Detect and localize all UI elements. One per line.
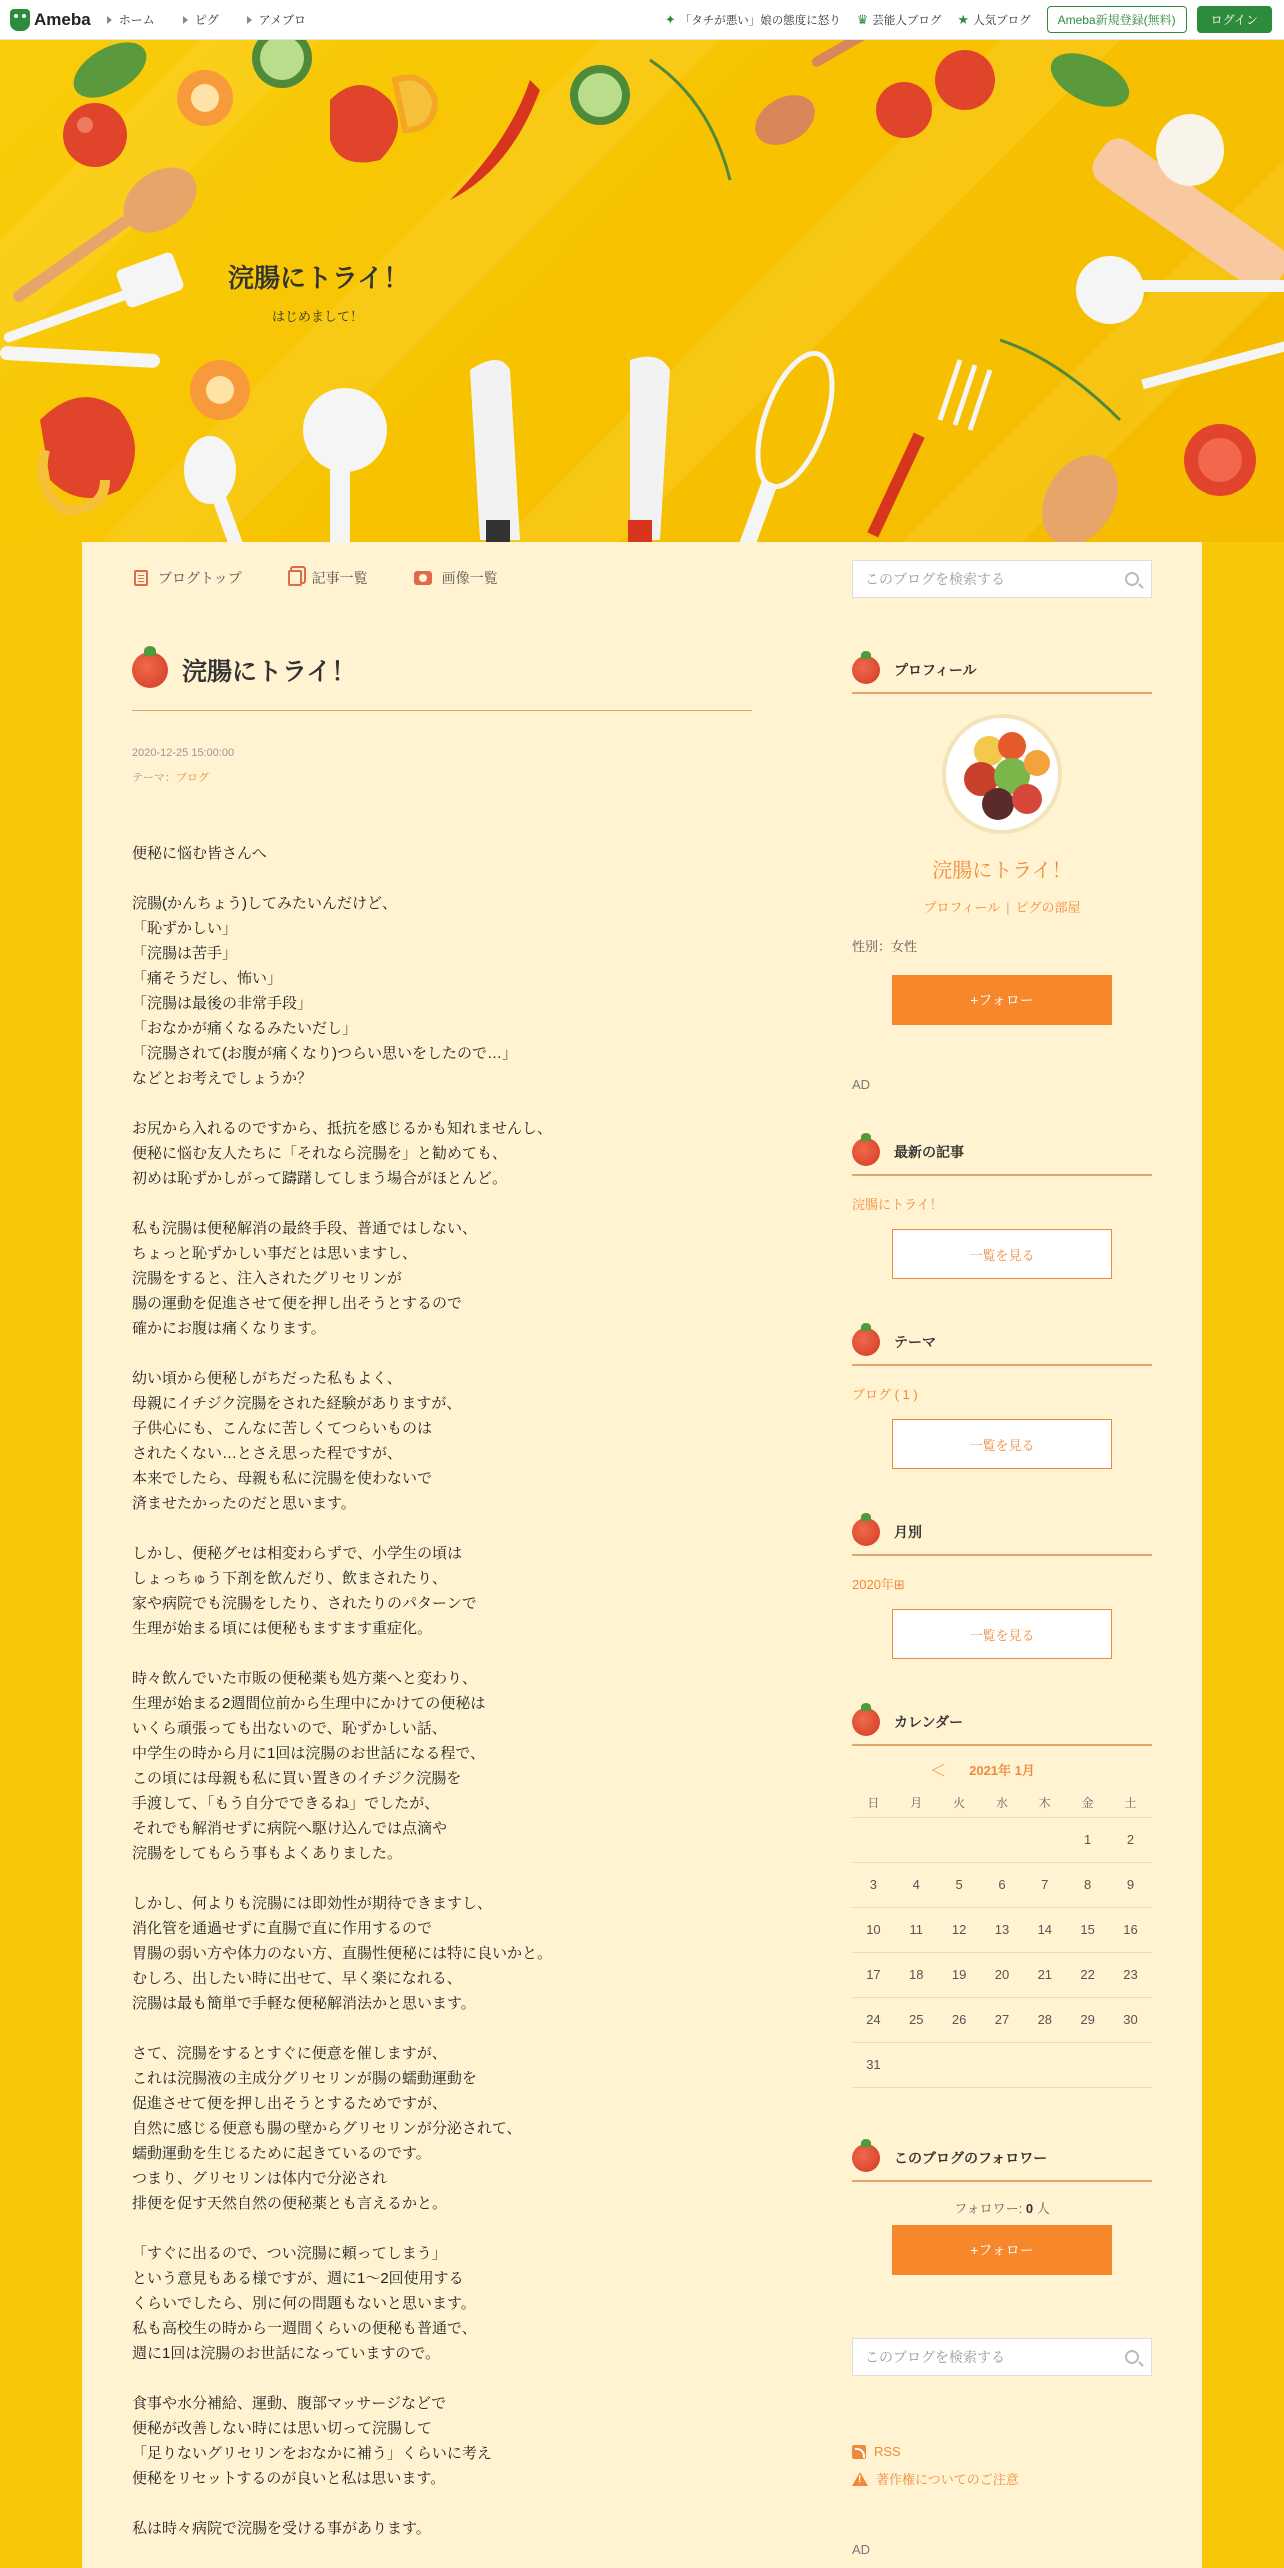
- followers-widget: [852, 2144, 1152, 2275]
- tomato-icon: [852, 1138, 880, 1166]
- section-heading: テーマ: [852, 1328, 1152, 1366]
- avatar-fruit: [1012, 784, 1042, 814]
- nav-article-list[interactable]: 記事一覧: [288, 568, 368, 588]
- article-body: [132, 841, 752, 2541]
- follower-count: フォロワー: 0 人: [954, 2201, 1050, 2216]
- calendar-day: 22: [1066, 1952, 1109, 1997]
- copy-icon: [288, 570, 302, 586]
- follow-button[interactable]: +フォロー: [892, 2225, 1112, 2275]
- triangle-icon: [247, 16, 252, 24]
- avatar-fruit: [1024, 750, 1050, 776]
- monthly-widget: [852, 1518, 1152, 1659]
- calendar-day: 21: [1023, 1952, 1066, 1997]
- trend-topic-link[interactable]: ✦ 「タチが悪い」娘の態度に怒り: [664, 11, 841, 27]
- calendar-day: 23: [1109, 1952, 1152, 1997]
- calendar-day: 27: [981, 1997, 1024, 2042]
- article-date: 2020-12-25 15:00:00: [132, 747, 235, 759]
- popular-blog-link[interactable]: ★ 人気ブログ: [957, 11, 1031, 27]
- sparkle-icon: ✦: [664, 11, 676, 27]
- global-header: [0, 0, 1284, 40]
- calendar-day: [1109, 2042, 1152, 2087]
- weekday-label: 水: [981, 1789, 1024, 1817]
- article-paragraph: 「すぐに出るので、つい浣腸に頼ってしまう」 という意見もある様ですが、週に1～2回使用する くらいでしたら、別に何の問題もないと思います。 私も高校生の時から一週間くらいの便秘も普通で、 週に1回は浣腸のお世話になっていますので。: [132, 2245, 477, 2362]
- calendar-day: 5: [938, 1862, 981, 1907]
- calendar-day: 26: [938, 1997, 981, 2042]
- pigg-room-link[interactable]: ピグの部屋: [1015, 900, 1081, 915]
- calendar-day: 31: [852, 2042, 895, 2087]
- calendar-day: [1066, 2042, 1109, 2087]
- gender: 性別：女性: [852, 939, 918, 954]
- blog-nav: [134, 568, 544, 588]
- article-paragraph: さて、浣腸をするとすぐに便意を催しますが、 これは浣腸液の主成分グリセリンが腸の蠕動運動を 促進させて便を押し出そうとするためですが、 自然に感じる便意も腸の壁からグリセリンが分泌されて、 蠕動運動を生じるために起きているのです。 つまり、グリセリンは体内で分泌され 排便を促す天然自然の便秘薬とも言えるかと。: [132, 2045, 522, 2212]
- ad-label: AD: [852, 1077, 871, 1092]
- triangle-icon: [107, 16, 112, 24]
- calendar-day: 9: [1109, 1862, 1152, 1907]
- nav-pigg[interactable]: ピグ: [183, 11, 219, 28]
- calendar-day: 24: [852, 1997, 895, 2042]
- weekday-label: 月: [895, 1789, 938, 1817]
- ad-label: AD: [852, 2542, 871, 2557]
- nav-blog-top[interactable]: ブログトップ: [134, 568, 242, 588]
- nav-image-list[interactable]: 画像一覧: [414, 568, 498, 588]
- calendar-day: [1023, 2042, 1066, 2087]
- article-paragraph: 幼い頃から便秘しがちだった私もよく、 母親にイチジク浣腸をされた経験がありますが、 子供心にも、こんなに苦しくてつらいものは されたくない…とさえ思った程ですが、 本来でしたら、母親も私に浣腸を使わないで 済ませたかったのだと思います。: [132, 1370, 462, 1512]
- weekday-label: 金: [1066, 1789, 1109, 1817]
- calendar-day: [938, 2042, 981, 2087]
- calendar-day: 14: [1023, 1907, 1066, 1952]
- calendar-month: ＜ 2021年 1月: [852, 1760, 1152, 1779]
- section-heading: プロフィール: [852, 656, 1152, 694]
- search-icon[interactable]: [1125, 2350, 1139, 2364]
- calendar-day: 19: [938, 1952, 981, 1997]
- tomato-icon: [852, 656, 880, 684]
- calendar-day: 7: [1023, 1862, 1066, 1907]
- search-icon[interactable]: [1125, 572, 1139, 586]
- article-paragraph: 私は時々病院で浣腸を受ける事があります。: [132, 2520, 431, 2537]
- avatar-fruit: [998, 732, 1026, 760]
- month-link[interactable]: 2020年⊞: [852, 1577, 905, 1592]
- recent-articles-widget: [852, 1138, 1152, 1279]
- section-heading: 最新の記事: [852, 1138, 1152, 1176]
- blog-search-input[interactable]: このブログを検索する: [852, 560, 1152, 598]
- copyright-notice-link[interactable]: ! 著作権についてのご注意: [852, 2469, 1152, 2488]
- view-all-button[interactable]: 一覧を見る: [892, 1419, 1112, 1469]
- calendar-week-row: [852, 1997, 1152, 2042]
- content-area: [82, 542, 1202, 2568]
- login-button[interactable]: ログイン: [1197, 6, 1272, 33]
- section-heading: カレンダー: [852, 1708, 1152, 1746]
- article-paragraph: 浣腸(かんちょう)してみたいんだけど、 「恥ずかしい」 「浣腸は苦手」 「痛そうだし、怖い」 「浣腸は最後の非常手段」 「おなかが痛くなるみたいだし」 「浣腸されて(お腹が痛くなり)つらい思いをしたので…」 などとお考えでしょうか？: [132, 895, 517, 1087]
- article-theme: テーマ：ブログ: [132, 772, 209, 784]
- calendar-day: 11: [895, 1907, 938, 1952]
- recent-article-link[interactable]: 浣腸にトライ！: [852, 1197, 943, 1212]
- footer-links: [852, 2444, 1152, 2488]
- calendar-week-row: [852, 1817, 1152, 1862]
- calendar-day: 25: [895, 1997, 938, 2042]
- tomato-icon: [852, 2144, 880, 2172]
- celebrity-blog-link[interactable]: ♛ 芸能人ブログ: [856, 11, 942, 27]
- tomato-icon: [852, 1708, 880, 1736]
- calendar-day: 29: [1066, 1997, 1109, 2042]
- sidebar-search-input[interactable]: このブログを検索する: [852, 2338, 1152, 2376]
- calendar-day: 12: [938, 1907, 981, 1952]
- calendar-day: [981, 1817, 1024, 1862]
- theme-link[interactable]: ブログ: [176, 772, 209, 784]
- weekday-label: 土: [1109, 1789, 1152, 1817]
- calendar-day: 8: [1066, 1862, 1109, 1907]
- calendar-day: 2: [1109, 1817, 1152, 1862]
- weekday-label: 木: [1023, 1789, 1066, 1817]
- article-paragraph: しかし、便秘グセは相変わらずで、小学生の頃は しょっちゅう下剤を飲んだり、飲まされたり、 家や病院でも浣腸をしたり、されたりのパターンで 生理が始まる頃には便秘もますます重症化。: [132, 1545, 477, 1637]
- tomato-icon: [132, 652, 168, 688]
- camera-icon: [414, 571, 432, 585]
- calendar-day: 18: [895, 1952, 938, 1997]
- calendar-weekday-row: [852, 1789, 1152, 1817]
- calendar-day: 30: [1109, 1997, 1152, 2042]
- follow-button[interactable]: +フォロー: [892, 975, 1112, 1025]
- article: [132, 652, 752, 2566]
- calendar-day: 20: [981, 1952, 1024, 1997]
- article-paragraph: 私も浣腸は便秘解消の最終手段、普通ではしない、 ちょっと恥ずかしい事だとは思いますし、 浣腸をすると、注入されたグリセリンが 腸の運動を促進させて便を押し出そうとするので 確かにお腹は痛くなります。: [132, 1220, 478, 1337]
- tomato-icon: [852, 1328, 880, 1356]
- weekday-label: 日: [852, 1789, 895, 1817]
- avatar[interactable]: [942, 714, 1062, 834]
- calendar-week-row: [852, 2042, 1152, 2087]
- calendar-day: 10: [852, 1907, 895, 1952]
- calendar-day: 15: [1066, 1907, 1109, 1952]
- ameba-mark-icon: [10, 9, 30, 31]
- calendar-day: 1: [1066, 1817, 1109, 1862]
- triangle-icon: [183, 16, 188, 24]
- warning-icon: [852, 2472, 868, 2486]
- rss-icon: [852, 2445, 866, 2459]
- register-button[interactable]: Ameba新規登録(無料): [1047, 6, 1187, 33]
- nav-home[interactable]: ホーム: [107, 11, 155, 28]
- calendar-widget: [852, 1708, 1152, 2088]
- view-all-button[interactable]: 一覧を見る: [892, 1609, 1112, 1659]
- calendar-day: [895, 2042, 938, 2087]
- calendar-week-row: [852, 1907, 1152, 1952]
- blog-header: [0, 40, 1284, 542]
- article-title: 浣腸にトライ！: [132, 652, 752, 711]
- calendar-day: 16: [1109, 1907, 1152, 1952]
- calendar-day: [1023, 1817, 1066, 1862]
- calendar-day: [895, 1817, 938, 1862]
- document-icon: [134, 570, 148, 586]
- profile-link[interactable]: プロフィール: [923, 900, 1001, 915]
- calendar-day: 28: [1023, 1997, 1066, 2042]
- avatar-fruit: [982, 788, 1014, 820]
- rss-link[interactable]: RSS: [852, 2444, 1152, 2459]
- theme-widget: [852, 1328, 1152, 1469]
- calendar-day: 3: [852, 1862, 895, 1907]
- calendar-day: 13: [981, 1907, 1024, 1952]
- calendar-week-row: [852, 1952, 1152, 1997]
- profile-name[interactable]: 浣腸にトライ！: [932, 860, 1072, 882]
- calendar-day: 4: [895, 1862, 938, 1907]
- profile-links: プロフィール | ピグの部屋: [923, 900, 1081, 915]
- view-all-button[interactable]: 一覧を見る: [892, 1229, 1112, 1279]
- calendar-day: 17: [852, 1952, 895, 1997]
- section-heading: このブログのフォロワー: [852, 2144, 1152, 2182]
- profile-widget: [852, 656, 1152, 1092]
- calendar-table: [852, 1789, 1152, 2088]
- nav-ameblo[interactable]: アメブロ: [247, 11, 306, 28]
- calendar-day: [938, 1817, 981, 1862]
- calendar-day: [981, 2042, 1024, 2087]
- calendar-week-row: [852, 1862, 1152, 1907]
- calendar-day: 6: [981, 1862, 1024, 1907]
- article-paragraph: 便秘に悩む皆さんへ: [132, 845, 267, 862]
- section-heading: 月別: [852, 1518, 1152, 1556]
- article-paragraph: しかし、何よりも浣腸には即効性が期待できますし、 消化管を通過せずに直腸で直に作用するので 胃腸の弱い方や体力のない方、直腸性便秘には特に良いかと。 むしろ、出したい時に出せて、早く楽になれる、 浣腸は最も簡単で手軽な便秘解消法かと思います。: [132, 1895, 553, 2012]
- article-paragraph: お尻から入れるのですから、抵抗を感じるかも知れませんし、 便秘に悩む友人たちに「それなら浣腸を」と勧めても、 初めは恥ずかしがって躊躇してしまう場合がほとんど。: [132, 1120, 553, 1187]
- tomato-icon: [852, 1518, 880, 1546]
- blog-description: はじめまして！: [272, 309, 364, 324]
- crown-icon: ♛: [856, 11, 869, 27]
- article-paragraph: 食事や水分補給、運動、腹部マッサージなどで 便秘が改善しない時には思い切って浣腸して 「足りないグリセリンをおなかに補う」くらいに考え 便秘をリセットするのが良いと私は思います。: [132, 2395, 492, 2487]
- chevron-left-icon[interactable]: ＜: [930, 1763, 947, 1780]
- blog-title[interactable]: 浣腸にトライ！: [228, 263, 410, 293]
- star-icon: ★: [957, 11, 970, 27]
- article-paragraph: 時々飲んでいた市販の便秘薬も処方薬へと変わり、 生理が始まる2週間位前から生理中にかけての便秘は いくら頑張っても出ないので、恥ずかしい話、 中学生の時から月に1回は浣腸のお世話になる程で、 この頃には母親も私に買い置きのイチジク浣腸を 手渡して、「もう自分でできるね」でしたが、 それでも解消せずに病院へ駆け込んでは点滴や 浣腸をしてもらう事もよくありました。: [132, 1670, 486, 1862]
- calendar-day: [852, 1817, 895, 1862]
- weekday-label: 火: [938, 1789, 981, 1817]
- kitchen-illustration: [0, 40, 1284, 542]
- ameba-logo[interactable]: Ameba: [10, 9, 91, 31]
- theme-link[interactable]: ブログ ( 1 ): [852, 1387, 918, 1402]
